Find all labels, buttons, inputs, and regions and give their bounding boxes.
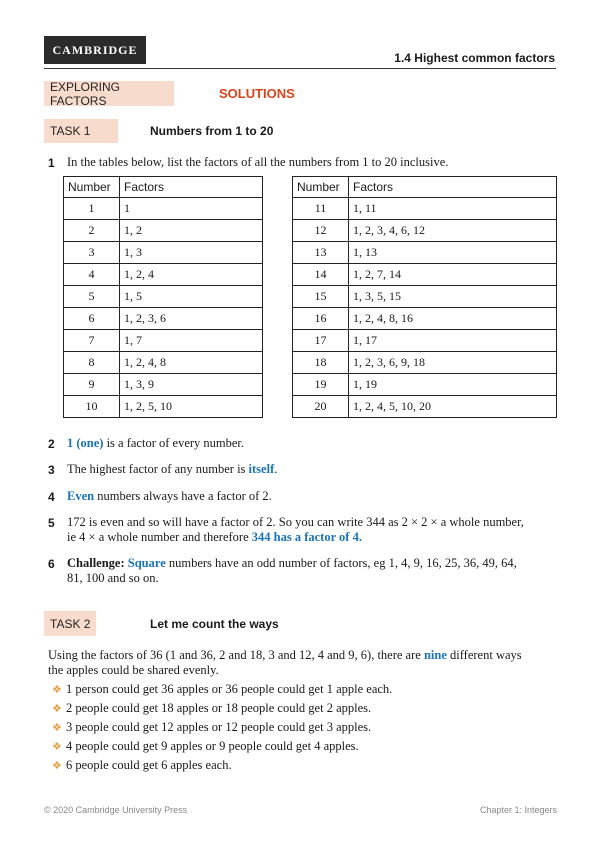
- number-cell: 17: [293, 330, 349, 352]
- question-number-4: 4: [48, 490, 55, 504]
- number-cell: 5: [64, 286, 120, 308]
- factors-cell: 1, 3, 5, 15: [349, 286, 557, 308]
- task1-title: Numbers from 1 to 20: [150, 124, 274, 138]
- table-row: [293, 396, 557, 418]
- number-cell: 7: [64, 330, 120, 352]
- list-item: [52, 720, 371, 735]
- list-item: [52, 701, 371, 716]
- table-row: [64, 242, 263, 264]
- question-3-pre: The highest factor of any number is: [67, 462, 249, 476]
- exploring-factors-tag: EXPLORING FACTORS: [44, 81, 174, 106]
- question-5-text: [67, 515, 557, 545]
- question-number-6: 6: [48, 557, 55, 571]
- answer-highlight: 1 (one): [67, 436, 104, 450]
- table-row: [64, 308, 263, 330]
- factors-cell: 1: [120, 198, 263, 220]
- factors-cell: 1, 3: [120, 242, 263, 264]
- task2-intro-post: different ways: [446, 648, 522, 662]
- number-cell: 1: [64, 198, 120, 220]
- question-number-5: 5: [48, 516, 55, 530]
- table-row: [64, 264, 263, 286]
- column-header-factors: Factors: [349, 177, 557, 198]
- diamond-bullet-icon: ❖: [52, 760, 62, 772]
- column-header-number: Number: [64, 177, 120, 198]
- factors-cell: 1, 17: [349, 330, 557, 352]
- factors-cell: 1, 2, 4: [120, 264, 263, 286]
- task2-tag: TASK 2: [44, 611, 96, 636]
- bullet-text: 4 people could get 9 apples or 9 people could get 4 apples.: [66, 739, 359, 753]
- number-cell: 9: [64, 374, 120, 396]
- factors-cell: 1, 2, 3, 6: [120, 308, 263, 330]
- factors-cell: 1, 19: [349, 374, 557, 396]
- question-6-text: [67, 556, 557, 586]
- task2-intro-line-1: [48, 648, 558, 663]
- number-cell: 11: [293, 198, 349, 220]
- table-row: [293, 264, 557, 286]
- question-number-3: 3: [48, 463, 55, 477]
- factors-cell: 1, 7: [120, 330, 263, 352]
- list-item: [52, 682, 392, 697]
- factors-cell: 1, 13: [349, 242, 557, 264]
- table-row: [64, 198, 263, 220]
- column-header-number: Number: [293, 177, 349, 198]
- factors-cell: 1, 2, 4, 8: [120, 352, 263, 374]
- challenge-label: Challenge:: [67, 556, 128, 570]
- question-4-text: [67, 489, 272, 504]
- column-header-factors: Factors: [120, 177, 263, 198]
- table-header-row: [293, 177, 557, 198]
- table-row: [293, 330, 557, 352]
- chapter-footer: Chapter 1: Integers: [479, 805, 557, 815]
- number-cell: 10: [64, 396, 120, 418]
- table-header-row: [64, 177, 263, 198]
- question-number-1: 1: [48, 156, 55, 170]
- number-cell: 8: [64, 352, 120, 374]
- number-cell: 2: [64, 220, 120, 242]
- bullet-text: 1 person could get 36 apples or 36 people could get 1 apple each.: [66, 682, 393, 696]
- factors-table-11-to-20: [292, 176, 557, 418]
- factors-cell: 1, 11: [349, 198, 557, 220]
- question-6-rest: numbers have an odd number of factors, eg 1, 4, 9, 16, 25, 36, 49, 64,: [165, 556, 517, 570]
- table-row: [293, 198, 557, 220]
- number-cell: 18: [293, 352, 349, 374]
- bullet-text: 3 people could get 12 apples or 12 people could get 3 apples.: [66, 720, 372, 734]
- question-5-line-1: 172 is even and so will have a factor of 2. So you can write 344 as 2 × 2 × a whole number,: [67, 515, 524, 529]
- table-row: [64, 286, 263, 308]
- answer-highlight: itself: [248, 462, 275, 476]
- question-number-2: 2: [48, 437, 55, 451]
- table-row: [64, 396, 263, 418]
- task2-intro: [48, 648, 558, 678]
- diamond-bullet-icon: ❖: [52, 703, 62, 715]
- factors-cell: 1, 2, 3, 4, 6, 12: [349, 220, 557, 242]
- question-5-line-2: [67, 530, 557, 545]
- question-3-text: [67, 462, 277, 477]
- question-6-line-1: [67, 556, 557, 571]
- number-cell: 15: [293, 286, 349, 308]
- factors-cell: 1, 5: [120, 286, 263, 308]
- table-row: [64, 374, 263, 396]
- answer-highlight: Even: [67, 489, 95, 503]
- solutions-label: SOLUTIONS: [219, 86, 295, 101]
- number-cell: 19: [293, 374, 349, 396]
- answer-highlight: 344 has a factor of 4.: [251, 530, 362, 544]
- bullet-text: 2 people could get 18 apples or 18 people could get 2 apples.: [66, 701, 372, 715]
- section-title: 1.4 Highest common factors: [394, 51, 555, 65]
- table-row: [64, 330, 263, 352]
- factors-table-1-to-10: [63, 176, 263, 418]
- diamond-bullet-icon: ❖: [52, 722, 62, 734]
- table-row: [293, 374, 557, 396]
- number-cell: 16: [293, 308, 349, 330]
- answer-highlight: nine: [423, 648, 447, 662]
- factors-cell: 1, 2: [120, 220, 263, 242]
- factors-cell: 1, 2, 3, 6, 9, 18: [349, 352, 557, 374]
- table-row: [64, 220, 263, 242]
- diamond-bullet-icon: ❖: [52, 684, 62, 696]
- question-3-post: .: [274, 462, 278, 476]
- table-row: [293, 286, 557, 308]
- table-row: [293, 242, 557, 264]
- number-cell: 13: [293, 242, 349, 264]
- task2-intro-pre: Using the factors of 36 (1 and 36, 2 and 18, 3 and 12, 4 and 9, 6), there are: [48, 648, 424, 662]
- number-cell: 20: [293, 396, 349, 418]
- question-4-rest: numbers always have a factor of 2.: [94, 489, 272, 503]
- question-5-line-2-pre: ie 4 × a whole number and therefore: [67, 530, 252, 544]
- question-1-text: In the tables below, list the factors of all the numbers from 1 to 20 inclusive.: [67, 155, 449, 169]
- factors-cell: 1, 2, 4, 8, 16: [349, 308, 557, 330]
- number-cell: 14: [293, 264, 349, 286]
- factors-cell: 1, 2, 7, 14: [349, 264, 557, 286]
- copyright-footer: © 2020 Cambridge University Press: [44, 805, 188, 815]
- question-2-rest: is a factor of every number.: [103, 436, 245, 450]
- question-2-text: [67, 436, 244, 451]
- number-cell: 3: [64, 242, 120, 264]
- table-row: [293, 220, 557, 242]
- task2-intro-line-2: the apples could be shared evenly.: [48, 663, 219, 677]
- factors-cell: 1, 2, 4, 5, 10, 20: [349, 396, 557, 418]
- factors-cell: 1, 3, 9: [120, 374, 263, 396]
- number-cell: 4: [64, 264, 120, 286]
- cambridge-logo: CAMBRIDGE: [44, 36, 146, 64]
- task1-tag: TASK 1: [44, 119, 118, 143]
- table-row: [64, 352, 263, 374]
- factors-cell: 1, 2, 5, 10: [120, 396, 263, 418]
- diamond-bullet-icon: ❖: [52, 741, 62, 753]
- bullet-text: 6 people could get 6 apples each.: [66, 758, 232, 772]
- list-item: [52, 739, 359, 754]
- number-cell: 6: [64, 308, 120, 330]
- header-divider: [44, 68, 556, 69]
- table-row: [293, 352, 557, 374]
- table-row: [293, 308, 557, 330]
- answer-highlight: Square: [127, 556, 166, 570]
- task2-title: Let me count the ways: [150, 617, 279, 631]
- question-6-line-2: 81, 100 and so on.: [67, 571, 159, 585]
- list-item: [52, 758, 232, 773]
- number-cell: 12: [293, 220, 349, 242]
